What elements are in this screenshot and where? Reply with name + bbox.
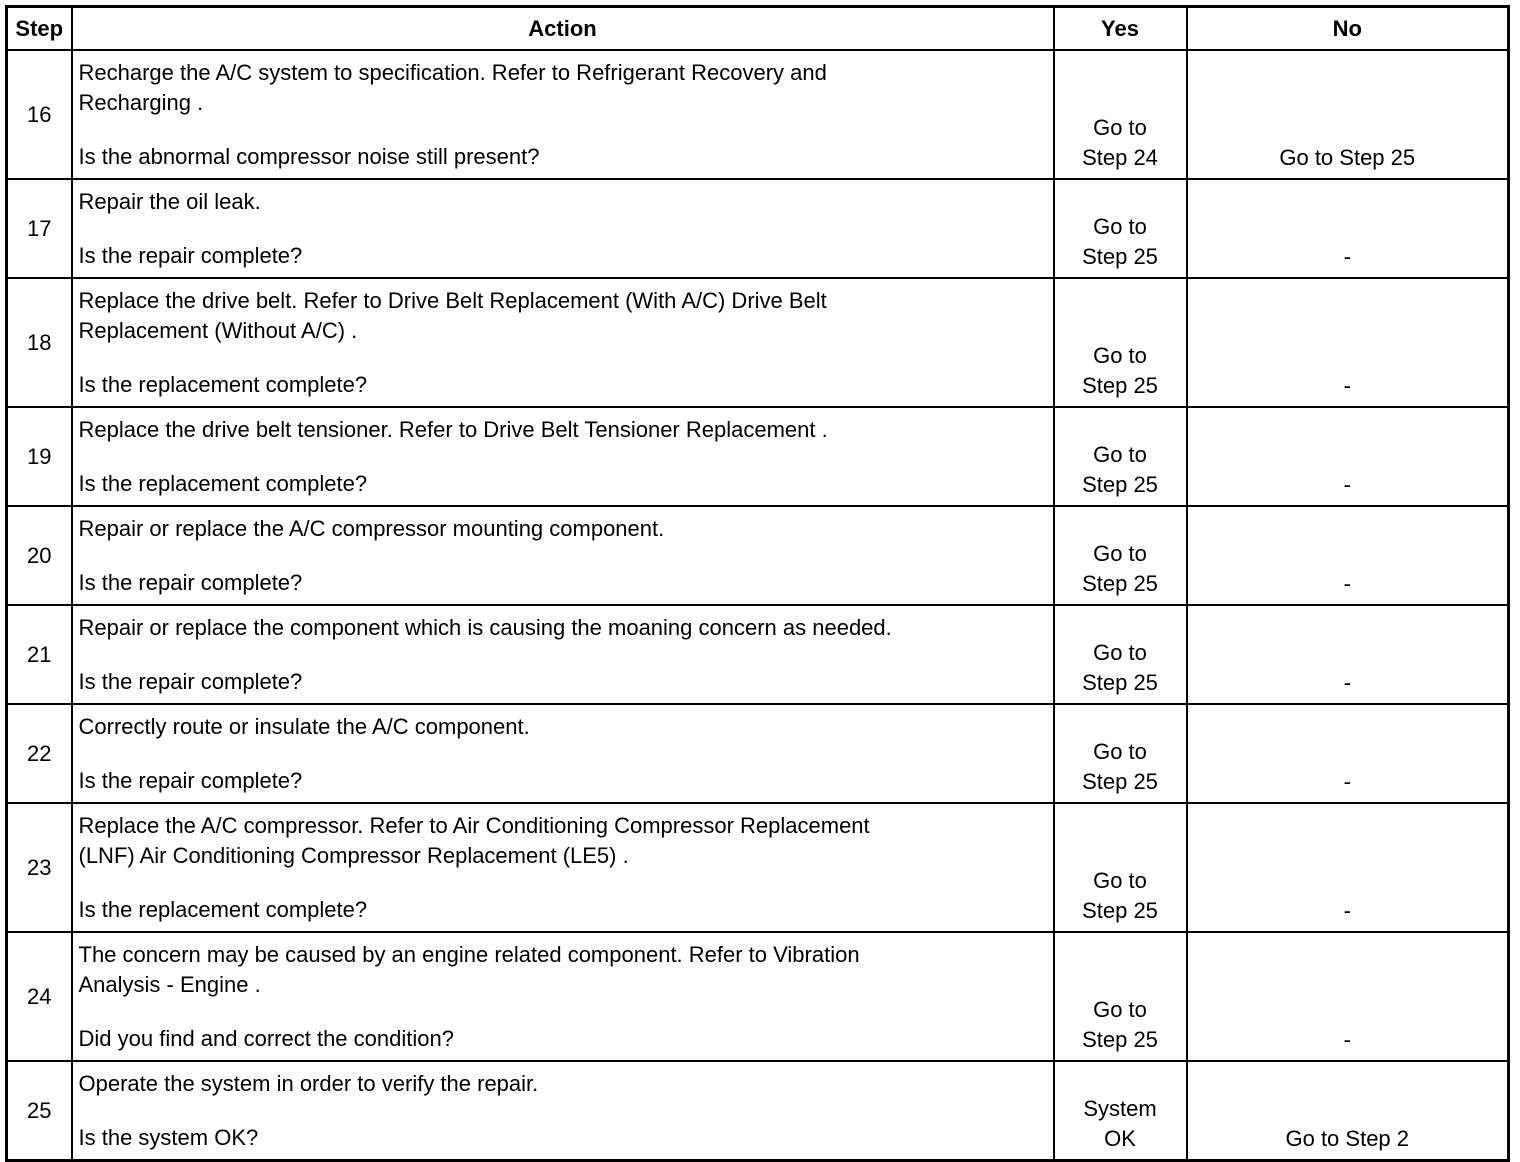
action-question: Is the replacement complete?	[78, 897, 368, 922]
action-question: Did you find and correct the condition?	[78, 1026, 454, 1051]
action-cell	[72, 50, 1054, 179]
table-row	[7, 506, 1509, 605]
yes-text: Step 25	[1082, 670, 1158, 695]
header-step: Step	[7, 7, 72, 51]
yes-text: Go to	[1093, 442, 1147, 467]
step-number: 24	[7, 932, 72, 1061]
yes-text: Step 25	[1082, 898, 1158, 923]
diagnostic-table-container	[5, 5, 1510, 1162]
yes-text: Go to	[1093, 868, 1147, 893]
table-body	[7, 50, 1509, 1161]
yes-cell	[1054, 704, 1187, 803]
no-cell: -	[1187, 278, 1509, 407]
yes-text: Go to	[1093, 115, 1147, 140]
table-row	[7, 932, 1509, 1061]
diagnostic-table	[5, 5, 1510, 1162]
step-number: 21	[7, 605, 72, 704]
header-yes: Yes	[1054, 7, 1187, 51]
table-row	[7, 407, 1509, 506]
action-cell	[72, 605, 1054, 704]
action-text: Analysis - Engine .	[78, 972, 261, 997]
action-text: Recharging .	[78, 90, 204, 115]
header-no: No	[1187, 7, 1509, 51]
table-row	[7, 50, 1509, 179]
action-text: Replace the drive belt. Refer to Drive Belt Replacement (With A/C) Drive Belt	[78, 288, 827, 313]
action-question: Is the repair complete?	[78, 243, 303, 268]
no-cell: -	[1187, 506, 1509, 605]
action-text: The concern may be caused by an engine related component. Refer to Vibration	[78, 942, 860, 967]
table-row	[7, 704, 1509, 803]
yes-cell	[1054, 605, 1187, 704]
action-question: Is the replacement complete?	[78, 471, 368, 496]
action-question: Is the system OK?	[78, 1125, 259, 1150]
step-number: 17	[7, 179, 72, 278]
action-text: Operate the system in order to verify the repair.	[78, 1071, 539, 1096]
action-text: Replacement (Without A/C) .	[78, 318, 358, 343]
yes-text: Go to	[1093, 739, 1147, 764]
action-cell	[72, 407, 1054, 506]
yes-text: Step 25	[1082, 244, 1158, 269]
table-row	[7, 179, 1509, 278]
step-number: 25	[7, 1061, 72, 1161]
action-cell	[72, 803, 1054, 932]
step-number: 20	[7, 506, 72, 605]
yes-cell	[1054, 407, 1187, 506]
yes-text: Go to	[1093, 640, 1147, 665]
action-cell	[72, 278, 1054, 407]
yes-cell	[1054, 1061, 1187, 1161]
yes-text: Go to	[1093, 997, 1147, 1022]
yes-text: Step 24	[1082, 145, 1158, 170]
action-cell	[72, 932, 1054, 1061]
yes-cell	[1054, 932, 1187, 1061]
no-cell: -	[1187, 407, 1509, 506]
action-question: Is the repair complete?	[78, 669, 303, 694]
action-text: Repair or replace the A/C compressor mounting component.	[78, 516, 665, 541]
no-cell: -	[1187, 179, 1509, 278]
yes-text: Step 25	[1082, 472, 1158, 497]
action-cell	[72, 704, 1054, 803]
step-number: 18	[7, 278, 72, 407]
no-cell: -	[1187, 704, 1509, 803]
action-text: Recharge the A/C system to specification. Refer to Refrigerant Recovery and	[78, 60, 827, 85]
yes-text: Go to	[1093, 541, 1147, 566]
no-cell: -	[1187, 803, 1509, 932]
yes-cell	[1054, 50, 1187, 179]
action-cell	[72, 179, 1054, 278]
step-number: 22	[7, 704, 72, 803]
yes-cell	[1054, 803, 1187, 932]
header-row	[7, 7, 1509, 51]
table-row	[7, 278, 1509, 407]
yes-text: Go to	[1093, 214, 1147, 239]
step-number: 23	[7, 803, 72, 932]
table-row	[7, 803, 1509, 932]
table-row	[7, 605, 1509, 704]
action-question: Is the abnormal compressor noise still present?	[78, 144, 540, 169]
yes-text: Step 25	[1082, 571, 1158, 596]
action-cell	[72, 506, 1054, 605]
yes-text: Go to	[1093, 343, 1147, 368]
yes-cell	[1054, 506, 1187, 605]
yes-text: System	[1083, 1096, 1157, 1121]
yes-cell	[1054, 179, 1187, 278]
action-question: Is the repair complete?	[78, 570, 303, 595]
yes-cell	[1054, 278, 1187, 407]
step-number: 19	[7, 407, 72, 506]
no-cell: -	[1187, 932, 1509, 1061]
action-text: Correctly route or insulate the A/C component.	[78, 714, 530, 739]
no-cell: -	[1187, 605, 1509, 704]
no-cell: Go to Step 2	[1187, 1061, 1509, 1161]
action-text: Replace the drive belt tensioner. Refer to Drive Belt Tensioner Replacement .	[78, 417, 828, 442]
action-question: Is the repair complete?	[78, 768, 303, 793]
header-action: Action	[72, 7, 1054, 51]
yes-text: Step 25	[1082, 373, 1158, 398]
action-text: (LNF) Air Conditioning Compressor Replacement (LE5) .	[78, 843, 629, 868]
action-text: Replace the A/C compressor. Refer to Air Conditioning Compressor Replacement	[78, 813, 870, 838]
yes-text: OK	[1104, 1126, 1136, 1151]
action-text: Repair or replace the component which is causing the moaning concern as needed.	[78, 615, 892, 640]
action-cell	[72, 1061, 1054, 1161]
yes-text: Step 25	[1082, 1027, 1158, 1052]
yes-text: Step 25	[1082, 769, 1158, 794]
table-row	[7, 1061, 1509, 1161]
action-text: Repair the oil leak.	[78, 189, 261, 214]
no-cell: Go to Step 25	[1187, 50, 1509, 179]
step-number: 16	[7, 50, 72, 179]
action-question: Is the replacement complete?	[78, 372, 368, 397]
